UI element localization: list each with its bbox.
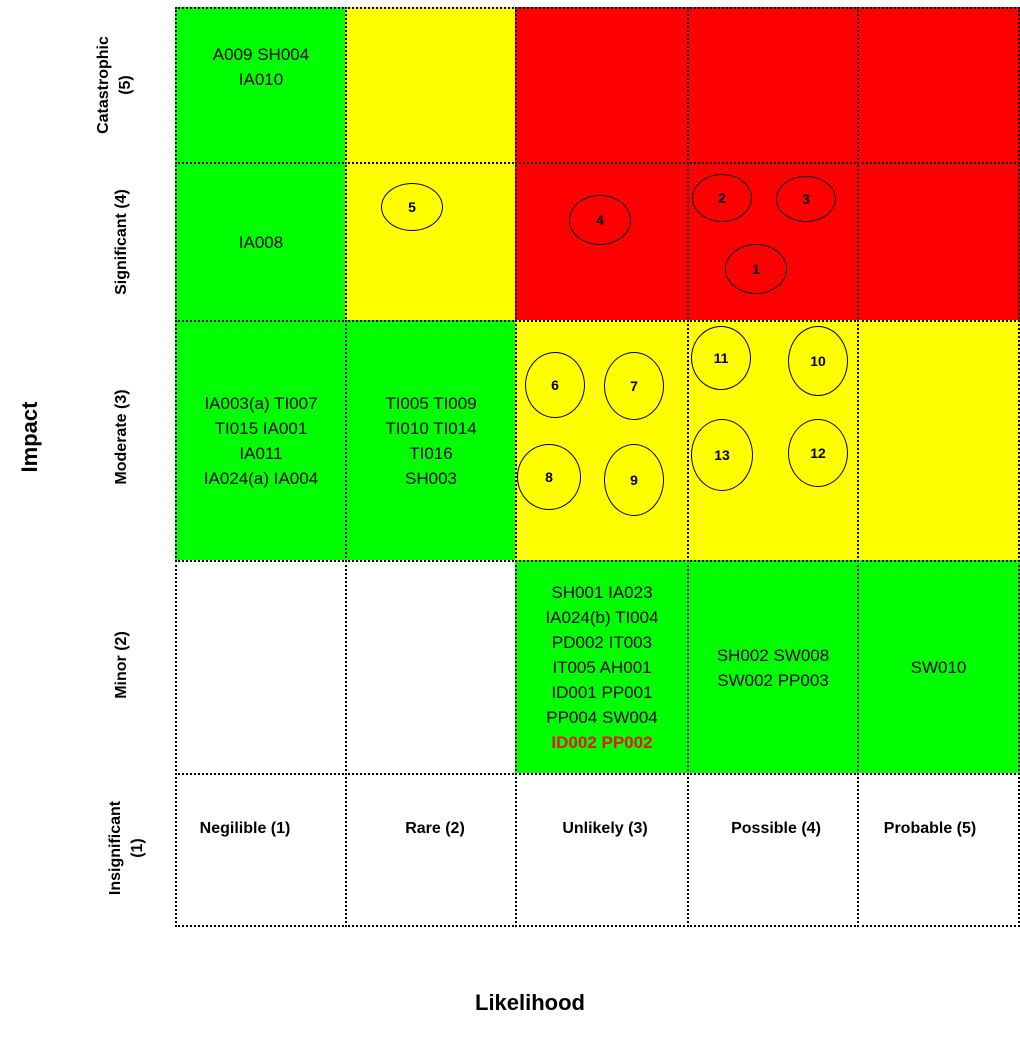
risk-marker-label: 5 (408, 199, 416, 215)
risk-marker-label: 10 (810, 353, 826, 369)
cell-line: SH003 (405, 469, 457, 488)
cell-text (385, 391, 476, 491)
row-label-line: Insignificant (107, 800, 124, 896)
risk-marker-3 (776, 176, 836, 222)
cell-text (911, 655, 967, 680)
cell-r2-c2 (345, 560, 517, 775)
cell-r4-c1 (175, 162, 347, 322)
row-label-line: Minor (2) (113, 631, 130, 699)
risk-marker-label: 7 (630, 378, 638, 394)
cell-line: SH001 IA023 (551, 583, 653, 602)
risk-marker-8 (517, 444, 581, 510)
row-label-line: Catastrophic (95, 36, 112, 134)
risk-marker-1 (725, 244, 787, 294)
row-label-line: (5) (117, 75, 134, 95)
y-axis-title: Impact (17, 401, 42, 473)
risk-marker-6 (525, 352, 585, 418)
cell-line-highlight: ID002 PP002 (551, 733, 653, 752)
risk-marker-label: 9 (630, 472, 638, 488)
row-label-minor (111, 631, 133, 699)
cell-r1-c3 (515, 773, 689, 927)
cell-line: PP004 SW004 (546, 708, 658, 727)
row-label-line: Moderate (3) (113, 389, 130, 485)
cell-line: IA024(a) IA004 (203, 469, 319, 488)
risk-marker-13 (691, 419, 753, 491)
risk-marker-label: 4 (596, 212, 604, 228)
cell-line: IA008 (238, 232, 284, 252)
risk-marker-12 (788, 419, 848, 487)
x-axis-title: Likelihood (475, 990, 585, 1015)
col-label-negligible: Negilible (1) (199, 820, 291, 837)
col-label-probable: Probable (5) (883, 820, 977, 837)
risk-marker-label: 1 (752, 261, 760, 277)
cell-r1-c1 (175, 773, 347, 927)
row-label-catastrophic (93, 36, 137, 134)
cell-line: PD002 IT003 (551, 633, 653, 652)
cell-line: ID001 PP001 (551, 683, 653, 702)
cell-line: A009 SH004 (212, 45, 310, 64)
cell-r5-c3 (515, 7, 689, 164)
cell-r5-c2 (345, 7, 517, 164)
cell-line: TI016 (409, 444, 453, 463)
risk-marker-label: 2 (718, 190, 726, 206)
risk-marker-label: 11 (713, 350, 729, 366)
cell-line: TI010 TI014 (385, 419, 477, 438)
cell-line: IA024(b) TI004 (545, 608, 659, 627)
risk-marker-7 (604, 352, 664, 420)
cell-r3-c2 (345, 320, 517, 562)
risk-marker-2 (692, 174, 752, 222)
col-label-unlikely: Unlikely (3) (562, 820, 648, 837)
cell-r2-c4 (687, 560, 859, 775)
cell-line: IA010 (238, 70, 284, 89)
row-label-significant (111, 189, 133, 295)
risk-matrix (175, 7, 1020, 927)
cell-r4-c5 (857, 162, 1020, 322)
cell-line: TI015 IA001 (214, 419, 308, 438)
cell-r1-c4 (687, 773, 859, 927)
risk-marker-9 (604, 444, 664, 516)
cell-line: SH002 SW008 (716, 645, 830, 665)
cell-r3-c1 (175, 320, 347, 562)
row-label-line: Significant (4) (113, 189, 130, 295)
cell-line: TI005 TI009 (385, 394, 477, 413)
col-label-possible: Possible (4) (731, 820, 821, 837)
cell-line: IA011 (239, 444, 283, 463)
cell-r1-c2 (345, 773, 517, 927)
cell-line: IT005 AH001 (552, 658, 652, 677)
cell-line: SW010 (910, 658, 967, 677)
cell-r3-c5 (857, 320, 1020, 562)
cell-r5-c1 (175, 7, 347, 164)
risk-marker-10 (788, 326, 848, 396)
cell-text (717, 643, 829, 693)
risk-marker-label: 12 (810, 445, 826, 461)
cell-r2-c1 (175, 560, 347, 775)
row-label-moderate (111, 389, 133, 484)
cell-r4-c2 (345, 162, 517, 322)
cell-r2-c3 (515, 560, 689, 775)
cell-text (545, 580, 658, 755)
risk-marker-5 (381, 183, 443, 231)
risk-marker-label: 6 (551, 377, 559, 393)
cell-text (204, 391, 318, 491)
cell-r1-c5 (857, 773, 1020, 927)
col-label-rare: Rare (2) (405, 820, 465, 837)
cell-r5-c5 (857, 7, 1020, 164)
cell-r5-c4 (687, 7, 859, 164)
risk-marker-4 (569, 195, 631, 245)
row-label-line: (1) (129, 838, 146, 858)
cell-text (213, 42, 309, 92)
risk-marker-11 (691, 326, 751, 390)
cell-line: SW002 PP003 (717, 670, 829, 690)
cell-r2-c5 (857, 560, 1020, 775)
risk-marker-label: 8 (545, 469, 553, 485)
row-label-insignificant (105, 801, 149, 895)
cell-text (239, 230, 283, 255)
risk-marker-label: 13 (714, 447, 730, 463)
risk-marker-label: 3 (802, 191, 810, 207)
cell-line: IA003(a) TI007 (204, 394, 318, 413)
